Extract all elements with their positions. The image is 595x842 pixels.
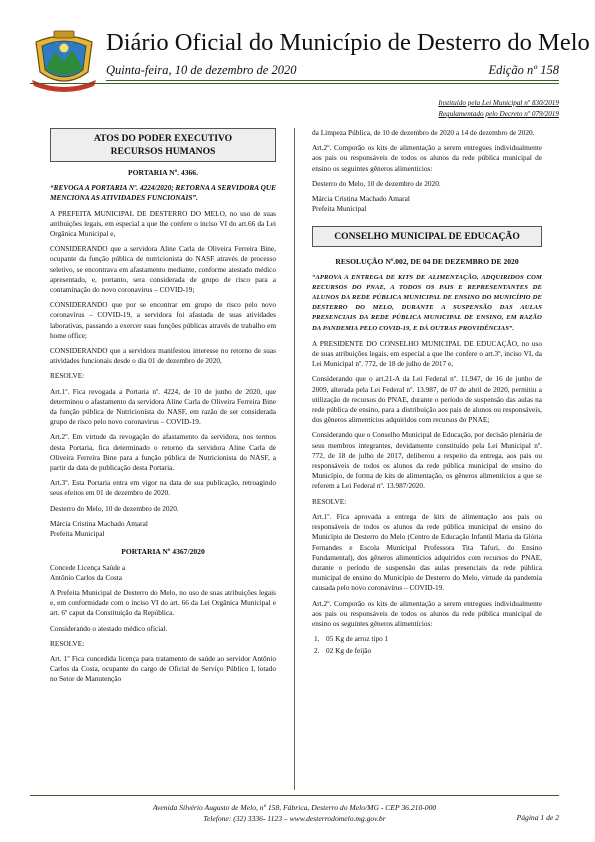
page-number: Página 1 de 2 xyxy=(516,813,559,822)
left-column xyxy=(50,128,276,690)
municipal-coat-of-arms-icon xyxy=(30,28,98,94)
institution-note xyxy=(438,98,559,120)
resolution-article: Art.2º. Comporão os kits de alimentação a serem entregues individualmente aos pais ou responsáveis de todos os alunos da rede pública municipal de ensino os seguintes gêneros alimentícios: xyxy=(312,598,542,628)
portaria-article: Art.2º. Em virtude da revogação do afastamento da servidora, nos termos desta Portaria, fica determinado o retorno da servidora Aline Carla de Oliveira Ferreira Bine para a função pública de Nutricionista do NASF, a partir da data de publicação desta Portaria. xyxy=(50,432,276,473)
portaria-subject-line: Concede Licença Saúde a xyxy=(50,562,126,572)
institution-line: Instituído pela Lei Municipal nº 830/2019 xyxy=(438,99,559,107)
resolution-ementa: “APROVA A ENTREGA DE KITS DE ALIMENTAÇÃO, ADQUIRIDOS COM RECURSOS DO PNAE, A TODOS OS PAIS E REPRESENTANTES DE ALUNOS DA REDE PÚBLICA MUNICIPAL DE ENSINO DO MUNICÍPIO DE DESTERRO DO MELO, DURANTE A SUSPENSÃO DAS AULAS PRESENCIAIS DA REDE PÚBLICA MUNICIPAL DE ENSINO, EM RAZÃO DA PANDEMIA PELO COVID-19, E DÁ OUTRAS PROVIDÊNCIAS”. xyxy=(312,273,542,332)
list-item-number: 1. xyxy=(314,634,320,644)
resolution-resolve: RESOLVE: xyxy=(312,496,347,506)
footer-address: Avenida Silvério Augusto de Melo, nº 158, Fábrica, Desterro do Melo/MG - CEP 36.210-000 xyxy=(152,803,437,812)
portaria-article: Art.2º. Comporão os kits de alimentação a serem entregues individualmente aos pais ou responsáveis de todos os alunos da rede pública municipal de ensino os seguintes gêneros alimentícios: xyxy=(312,143,542,173)
masthead-title: Diário Oficial do Município de Desterro do Melo xyxy=(106,29,590,56)
footer xyxy=(30,802,559,824)
signatory-name: Márcia Cristina Machado Amaral xyxy=(312,194,410,204)
portaria-preamble: A PREFEITA MUNICIPAL DE DESTERRO DO MELO, no uso de suas atribuições legais, em especial a que lhe confere o inciso VI do art.66 da Lei Orgânica Municipal e, xyxy=(50,208,276,239)
footer-contact: Telefone: (32) 3336- 1123 – www.desterrodomelo.mg.gov.br xyxy=(203,814,386,823)
institution-line: Regulamentado pelo Decreto nº 079/2019 xyxy=(438,110,559,118)
portaria-considerando: CONSIDERANDO que a servidora Aline Carla de Oliveira Ferreira Bine, ocupante da função pública de nutricionista do NASF através de processo seletivo, se encontrava em afastamento mediante, conforme atestado médico apresentado, e, portanto, sera considerada de grupo de risco para a contaminação do novo coronavirus – COVID-19; xyxy=(50,244,276,295)
resolution-considerando: Considerando que o Conselho Municipal de Educação, por decisão plenária de seus membros integrantes, devidamente constituído pela Lei Municipal nº. 772, de 18 de julho de 2017, deliberou a respeito da entrega, aos pais ou responsáveis de todos os alunos da rede pública municipal de ensino do Município, de forma de kits de alimentação, os gêneros alimentícios a que se referem a Lei Federal nº. 13.987/2020. xyxy=(312,430,542,491)
header-rule xyxy=(106,80,559,81)
portaria-article-continued: da Limpeza Pública, de 10 de dezembro de 2020 a 14 de dezembro de 2020. xyxy=(312,128,535,137)
food-items-list xyxy=(312,634,542,656)
portaria-considerando: CONSIDERANDO que a servidora manifestou interesse no retorno de suas atividades funcionais desde o dia 01 de dezembro de 2020, xyxy=(50,346,276,366)
header-rule-thin xyxy=(30,83,559,84)
portaria-subject-line: Antônio Carlos da Costa xyxy=(50,572,122,582)
list-item-text: 05 Kg de arroz tipo 1 xyxy=(326,634,389,644)
portaria-resolve: RESOLVE: xyxy=(50,638,85,648)
portaria-article: Art.1º. Fica revogada a Portaria nº. 4224, de 10 de junho de 2020, que determinou o afastamento da servidora Aline Carla de Oliveira Ferreira Bine da função pública de Nutricionista do NASF, em razão de ser considerada grupo de risco pelo novo coronavirus – COVID-19. xyxy=(50,386,276,427)
portaria-place-date: Desterro do Melo, 10 de dezembro de 2020. xyxy=(312,178,441,188)
portaria-ementa: “REVOGA A PORTARIA Nº. 4224/2020; RETORNA A SERVIDORA QUE MENCIONA AS ATIVIDADES FUNCIONAIS”. xyxy=(50,183,276,203)
portaria-article: Art. 1º Fica concedida licença para tratamento de saúde ao servidor Antônio Carlos da Costa, ocupante do cargo de Oficial de Serviço Público I, lotado no Setor de Manutenção xyxy=(50,653,276,684)
footer-rule xyxy=(30,795,559,796)
edition-number: Edição nº 158 xyxy=(488,63,559,77)
section-header-box xyxy=(312,226,542,247)
section-header-box xyxy=(50,128,276,162)
issue-date: Quinta-feira, 10 de dezembro de 2020 xyxy=(106,63,297,77)
right-column xyxy=(312,128,542,659)
list-item-number: 2. xyxy=(314,646,320,656)
portaria-subject xyxy=(50,563,276,583)
list-item xyxy=(312,634,542,644)
portaria-preamble: A Prefeita Municipal de Desterro do Melo, no uso de suas atribuições legais e, em conformidade com o inciso VI do art. 66 da Lei Orgânica Municipal e art. 6º caput da Constituição da República. xyxy=(50,587,276,618)
portaria-resolve: RESOLVE: xyxy=(50,371,85,381)
column-divider xyxy=(294,128,295,790)
signature-block xyxy=(312,194,542,214)
list-item-text: 02 Kg de feijão xyxy=(326,646,372,656)
section-title: ATOS DO PODER EXECUTIVO xyxy=(93,133,233,144)
signatory-role: Prefeita Municipal xyxy=(312,204,367,214)
portaria-considerando: Considerando o atestado médico oficial. xyxy=(50,623,168,633)
portaria-title: PORTARIA Nº. 4366. xyxy=(127,168,199,177)
portaria-place-date: Desterro do Melo, 10 de dezembro de 2020. xyxy=(50,503,179,513)
section-title: CONSELHO MUNICIPAL DE EDUCAÇÃO xyxy=(334,231,520,243)
resolution-article: Art.1º. Fica aprovada a entrega de kits de alimentação aos pais ou responsáveis de todos os alunos da rede pública municipal de ensino do Município de Desterro do Melo (Centro de Educação Infantil Maria da Glória Fernandes e Escola Municipal Professora Tita Tafuri, do Ensino Fundamental), dos gêneros alimentícios adquiridos com recursos do PNAE, durante o período de suspensão das aulas presenciais da rede pública municipal de ensino do Município de Desterro do Melo, virtude da pandemia causada pelo novo coronavírus – COVID-19. xyxy=(312,511,542,593)
section-subtitle: RECURSOS HUMANOS xyxy=(110,146,216,157)
resolution-title: RESOLUÇÃO Nº.002, DE 04 DE DEZEMBRO DE 2020 xyxy=(335,257,519,267)
resolution-considerando: Considerando que o art.21-A da Lei Federal nº. 11.947, de 16 de junho de 2009, alterada pela Lei Federal nº. 13.987, de 07 de abril de 2020, permitiu a utilização de recursos do PNAE, durante o período de suspensão das aulas na rede pública de ensino, para a distribuição aos pais de alunos ou responsáveis, dos gêneros alimentícios adquiridos com recursos do PNAE; xyxy=(312,374,542,425)
signature-block xyxy=(50,519,276,539)
signatory-name: Márcia Cristina Machado Amaral xyxy=(50,518,148,528)
signatory-role: Prefeita Municipal xyxy=(50,529,105,539)
portaria-considerando: CONSIDERANDO que por se encontrar em grupo de risco pelo novo coronavírus – COVID-19, a servidora foi afastada de suas atividades laborativas, passando a exercer suas funções públicas através de trabalho em home office; xyxy=(50,300,276,340)
list-item xyxy=(312,646,542,656)
portaria-article: Art.3º. Esta Portaria entra em vigor na data de sua publicação, retroagindo seus efeitos em 01 de dezembro de 2020. xyxy=(50,478,276,498)
resolution-preamble: A PRESIDENTE DO CONSELHO MUNICIPAL DE EDUCAÇÃO, no uso de suas atribuições legais, em especial a que lhe confere o art.3º, inciso VI, da Lei Municipal nº. 772, de 18 de julho de 2017 e, xyxy=(312,338,542,369)
portaria-title: PORTARIA Nº 4367/2020 xyxy=(121,547,205,557)
